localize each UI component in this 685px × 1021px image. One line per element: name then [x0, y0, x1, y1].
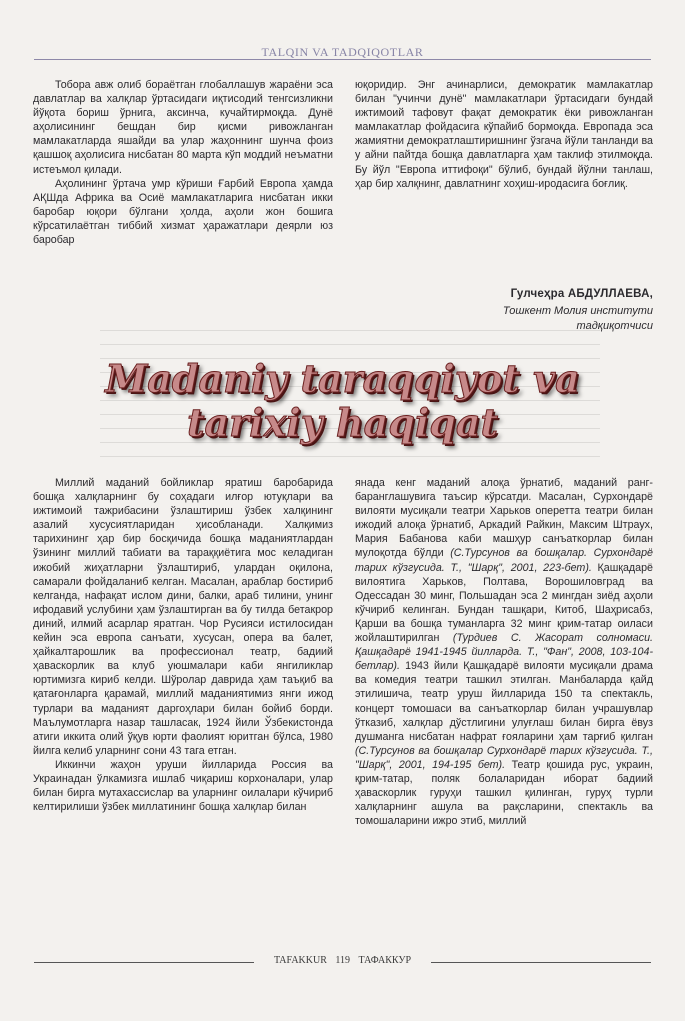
footer-rule-left	[34, 962, 254, 963]
paragraph: Иккинчи жаҳон уруши йилларида Россия ва Украинадан ўлкамизга ишлаб чиқариш корхоналари, улар билан бирга мутахассислар ва уларнинг оилалари кўчириб келтирилиши ўзбек миллатининг бошқа халқлар билан	[33, 758, 333, 814]
citation: (С.Турсунов ва бошқалар. Сурхондарё тарих кўзгусида. Т., "Шарқ", 2001, 223-бет).	[355, 547, 653, 574]
page-footer	[34, 955, 651, 969]
text-run: Қашқадарё вилоятига Харьков, Полтава, Ворошиловград ва Одессадан 30 минг, Польшадан эса 2 мингдан зиёд аҳоли кўчириб келинган. Бундан ташқари, Китоб, Шаҳрисабз, Қарши ва бошқа туманларга 32 минг қрим-татар оиласи жойлаштирилган	[355, 561, 653, 645]
page-number: 119	[335, 955, 351, 966]
footer-rule-right	[431, 962, 651, 963]
affiliation-line: тадқиқотчиси	[576, 320, 653, 332]
affiliation-line: Тошкент Молия институти	[502, 305, 653, 317]
article1-right-column	[355, 78, 653, 191]
article1-left-column	[33, 78, 333, 247]
article2-right-column	[355, 476, 653, 828]
paragraph: Аҳолининг ўртача умр кўриши Ғарбий Европа ҳамда АҚШда Африка ва Осиё мамлакатларига нисбатан икки баробар юқори бўлгани ҳолда, аҳоли жон бошига кўрсатилаётган тиббий хизмат ҳаражатлари деярли юз баробар	[33, 177, 333, 247]
paragraph: Миллий маданий бойликлар яратиш баробарида бошқа халқларнинг бу соҳадаги илғор ютуқлари ва ижтимоий тажрибасини ўзлаштириш ўзбек халқининг азалий хусусиятларидан ҳисобланади. Халқимиз тарихининг ҳар бир босқичида бошқа маданиятлардан ўзининг миллий табиати ва тараққиётига мос келадиган ижобий жиҳатларни ўзлаштириб, улардан оқилона, самарали фойдаланиб келган. Масалан, араблар бостириб келганда, нафақат ислом дини, балки, араб тилини, унинг ифодавий услубини ҳам ўзлаштирган ва бу тилда бетакрор диний, илмий асарлар яратган. Чор Русияси истилосидан кейин эса европа санъати, хусусан, опера ва балет, ҳайкалтарошлик ва профессионал театр, бадиий ҳаваскорлик ва клуб уюшмалари каби янгиликлар юртимизга кириб келди. Шўролар даврида ҳам таъқиб ва қатағонларга қарамай, миллий маданиятимиз янги ижод турлари ва маданият даргоҳлари билан бойиб борди. Маълумотларга назар ташласак, 1924 йили Ўзбекистонда атиги иккита олий ўқув юрти фаолият юритган бўлса, 1980 йилга келиб уларнинг сони 43 тага етган.	[33, 477, 333, 757]
footer-left-label: TAFAKKUR	[273, 955, 327, 966]
paragraph	[355, 476, 653, 828]
article-title-line-2: tarixiy haqiqat	[186, 400, 499, 445]
citation: (Турдиев С. Жасорат солномаси. Қашқадарё 1941-1945 йилларда. Т., "Фан", 2008, 103-104-бетлар).	[355, 632, 653, 673]
citation: (С.Турсунов ва бошқалар Сурхондарё тарих кўзгусида. Т., "Шарқ", 2001, 194-195 бет).	[355, 744, 653, 771]
article2-left-column	[33, 476, 333, 814]
author-name: Гулчеҳра АБДУЛЛАЕВА,	[510, 288, 653, 300]
paragraph: юқоридир. Энг ачинарлиси, демократик мамлакатлар билан "учинчи дунё" мамлакатлари ўртасидаги бундай ижтимоий тафовут фақат демократик ёки ривожланган мамлакатлар фойдасига кўпайиб бормоқда. Европада эса жамиятни демократлаштиришнинг ўзгача йўли танланди ва у айни пайтда бошқа давлатларга ҳам таклиф этилмоқда. Бу йўл "Европа иттифоқи" бўлиб, бундай йўлни танлаш, ҳар бир халқнинг, давлатнинг хоҳиш-иродасига боғлиқ.	[355, 79, 653, 190]
text-run: янада кенг маданий алоқа ўрнатиб, маданий ранг-баранглашувига таъсир кўрсатди. Масалан, Сурхондарё вилояти мусиқали театри Харьков оперетта театри билан ижодий алоқа ўрнатиб, Аркадий Райкин, Максим Штраух, Мария Бабанова каби машҳур санъаткорлар билан мулоқотда бўлди	[355, 477, 653, 560]
section-title: TALQIN VA TADQIQOTLAR	[261, 45, 424, 59]
running-header	[34, 42, 651, 62]
footer-center	[254, 955, 431, 966]
footer-right-label: ТАФАККУР	[358, 955, 412, 966]
article-title-line-1: Madaniy taraqqiyot va	[105, 356, 580, 401]
paragraph: Тобора авж олиб бораётган глобаллашув жараёни эса давлатлар ва халқлар ўртасидаги иқтисодий тенгсизликни йўқота бориш ўрнига, аксинча, кучайтирмоқда. Дунё аҳолисининг бешдан бир қисми ривожланган мамлакатларда яшайди ва улар жаҳоннинг шунча фоиз қашшоқ аҳолисига нисбатан 80 марта кўп моддий неъматни истеъмол қилади.	[33, 79, 333, 176]
text-run: 1943 йили Қашқадарё вилояти мусиқали драма ва комедия театри ташкил этилган. Манбаларда қайд этилишича, театр уруш йилларида 150 та спектакль, концерт томошаси ва санъаткорлар билан учрашувлар ўтказиб, халқлар дўстлигини улуғлаш билан бирга ёвуз душманга нисбатан нафрат ғояларини ҳам тарғиб қилган	[355, 660, 653, 743]
text-run: Театр қошида рус, украин, қрим-татар, поляк болаларидан иборат бадиий ҳаваскорлик гуруҳи ташкил қилинган, гуруҳ турли халқларнинг ашула ва рақсларини, спектакль ва томошаларини ижро этиб, миллий	[355, 758, 653, 828]
